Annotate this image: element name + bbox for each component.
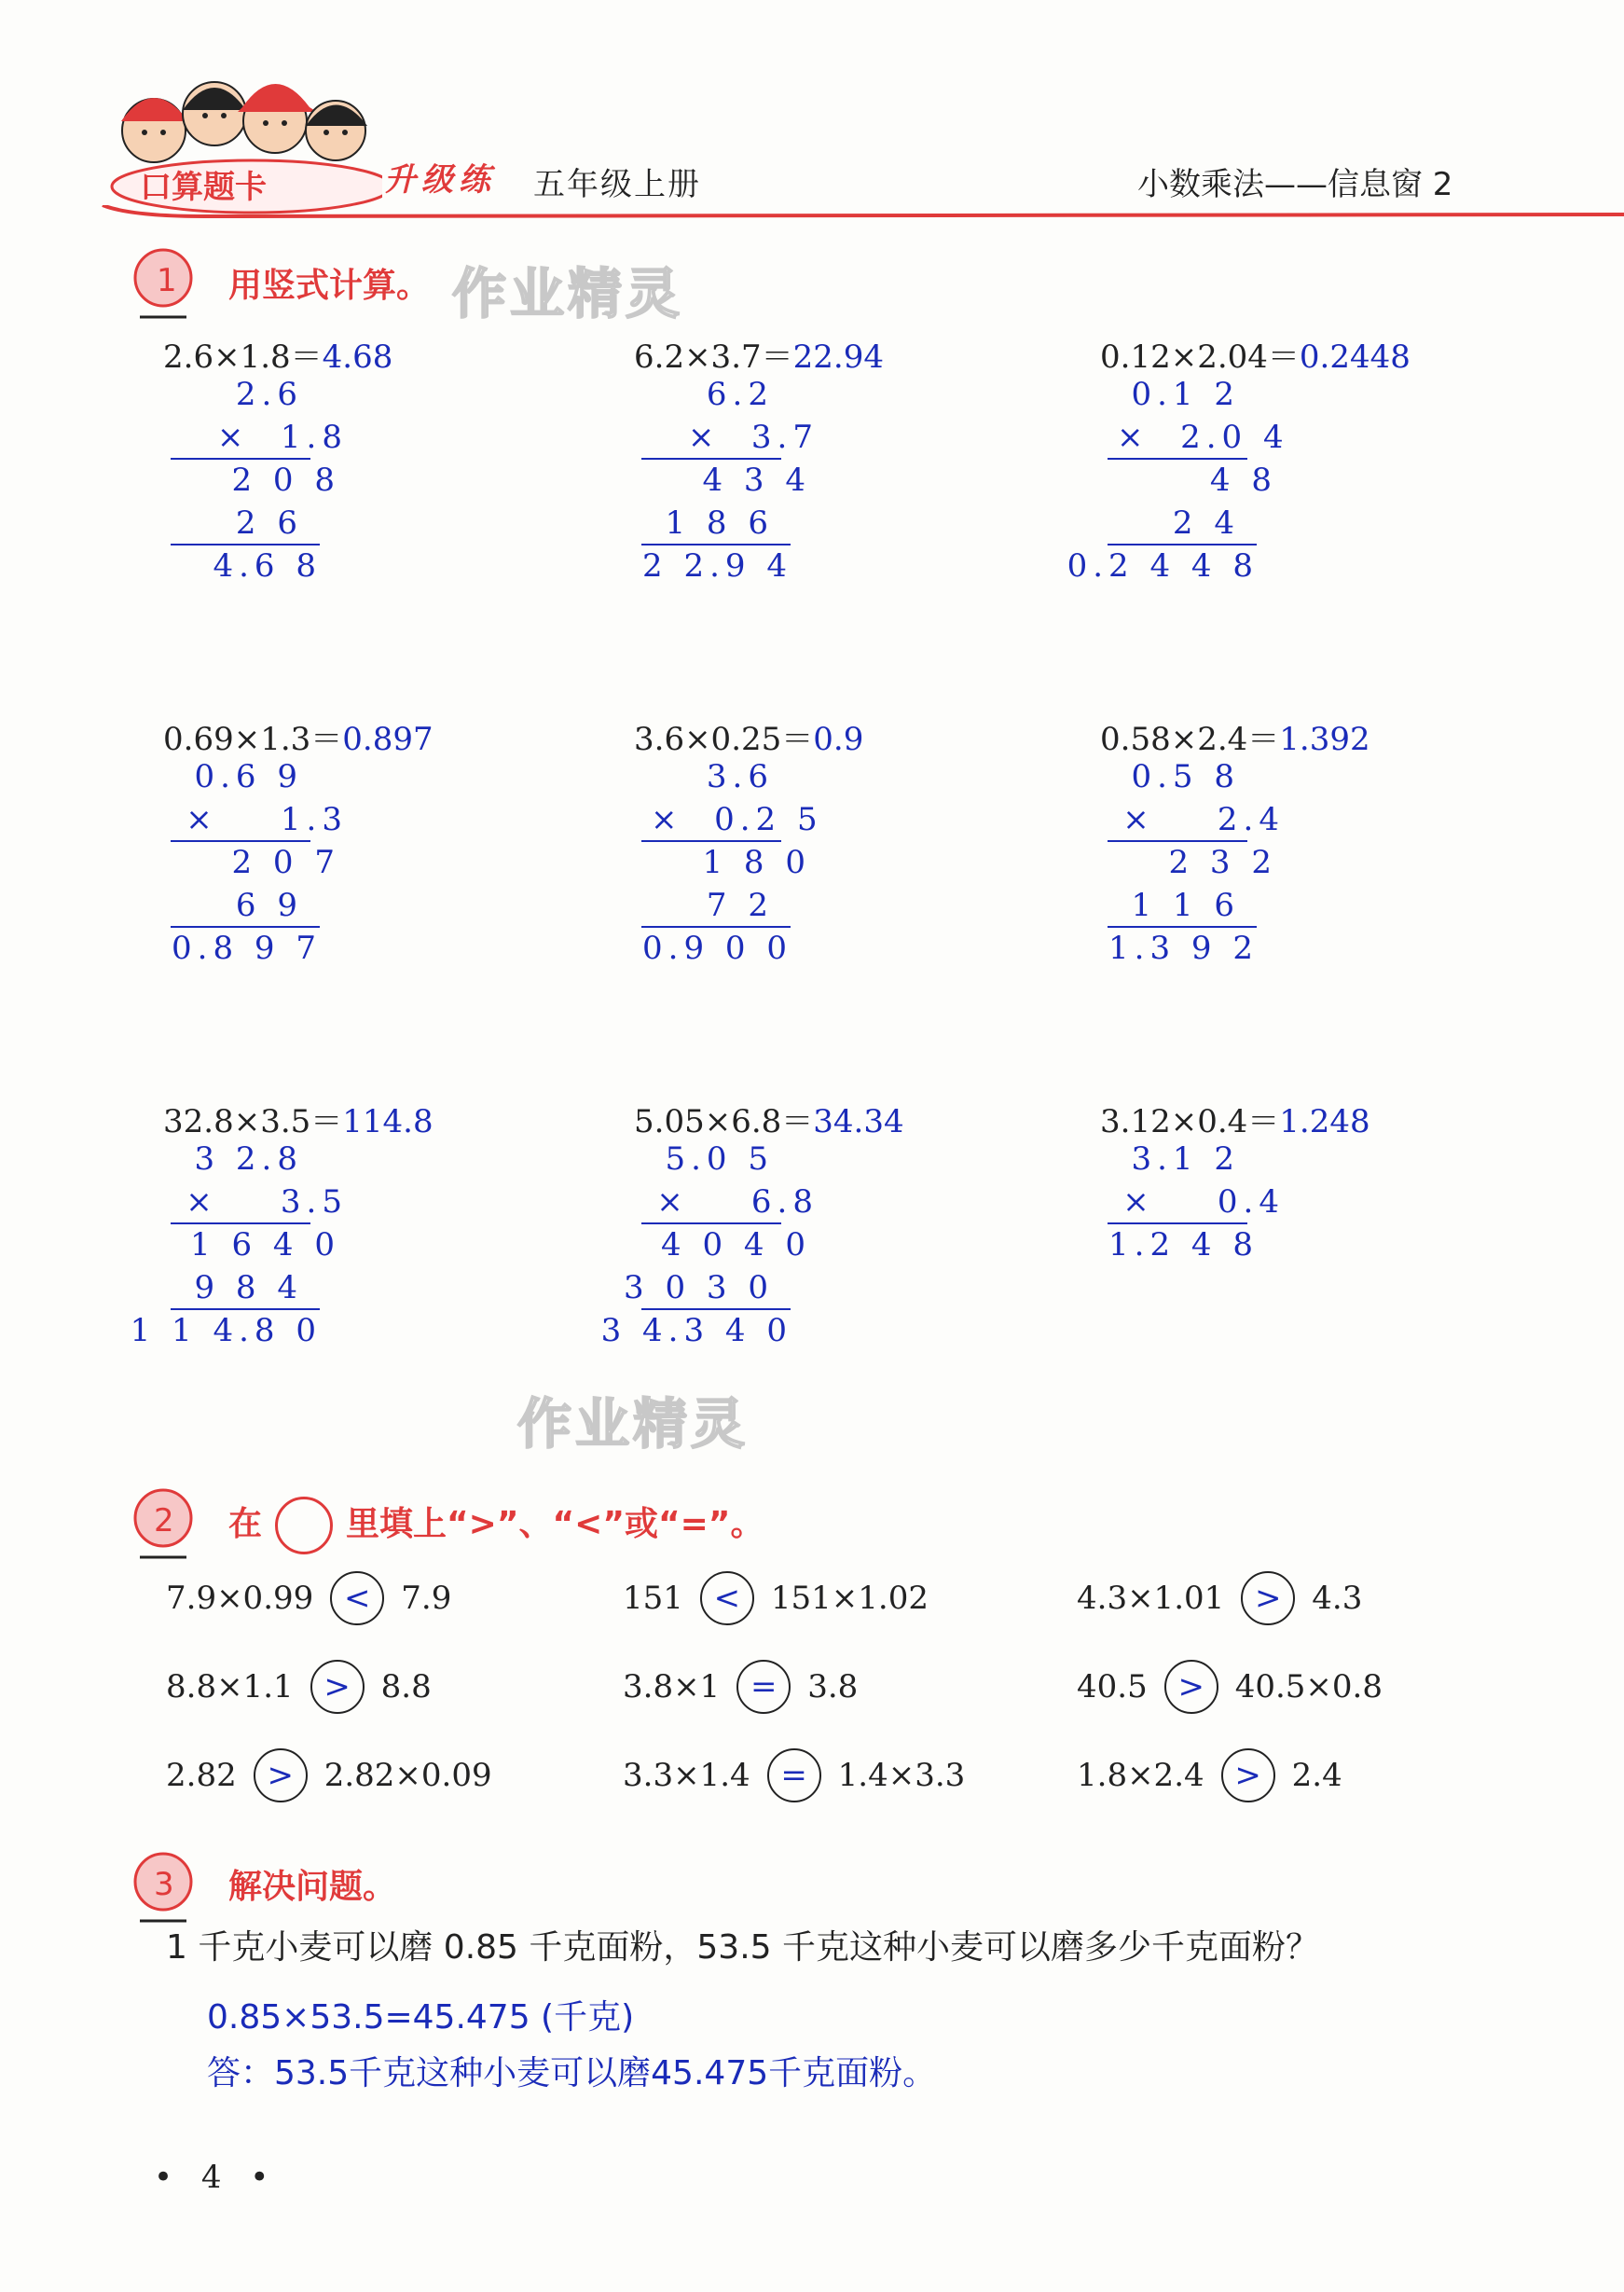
working-row: 2 2.9 4: [642, 547, 792, 585]
comparison-item: [1077, 1571, 1362, 1625]
working-row: 0.8 9 7: [172, 930, 322, 967]
working-row: 1.3 9 2: [1108, 930, 1259, 967]
calc-answer: 1.248: [1279, 1103, 1370, 1140]
comparison-item: [1077, 1748, 1342, 1802]
calc-expression: 2.6×1.8＝: [163, 338, 323, 376]
calc-problem: [1100, 713, 1492, 993]
calc-rule-line: [1108, 1222, 1247, 1224]
comparison-right: 3.8: [807, 1668, 859, 1705]
grade-label: 五年级上册: [533, 166, 701, 203]
calc-rule-line: [641, 1222, 781, 1224]
working-row: 2 3 2: [1168, 844, 1277, 881]
calc-rule-line: [171, 1308, 320, 1310]
working-row: 4.6 8: [213, 547, 322, 585]
section3-bird-icon: [126, 1846, 200, 1930]
calc-problem: [634, 331, 1025, 611]
calc-equation: [634, 331, 884, 377]
calc-rule-line: [641, 458, 781, 460]
comparison-item: [166, 1660, 432, 1714]
calc-rule-line: [1108, 458, 1247, 460]
working-row: 2 6: [235, 504, 303, 542]
section1-title: 用竖式计算。: [228, 267, 431, 305]
calc-rule-line: [1108, 544, 1257, 545]
calc-answer: 1.392: [1279, 721, 1370, 758]
comparison-item: [623, 1571, 929, 1625]
calc-answer: 34.34: [813, 1103, 904, 1140]
working-row: 1 6 4 0: [190, 1226, 340, 1263]
working-row: 3 2.8: [194, 1140, 303, 1178]
calc-rule-line: [641, 926, 791, 928]
calc-problem: [1067, 331, 1492, 611]
calc-problem: [163, 331, 555, 611]
calc-problem: [634, 713, 1025, 993]
calc-equation: [163, 331, 392, 377]
comparison-symbol[interactable]: >: [1241, 1571, 1295, 1625]
working-row: × 0.4: [1122, 1183, 1285, 1221]
calc-rule-line: [641, 544, 791, 545]
comparison-symbol[interactable]: <: [700, 1571, 754, 1625]
working-row: 3 0 3 0: [624, 1269, 774, 1306]
working-row: 2 4: [1172, 504, 1240, 542]
working-row: 3 4.3 4 0: [600, 1312, 792, 1349]
section2-title: [228, 1497, 764, 1554]
working-row: 3.6: [706, 758, 774, 795]
comparison-right: 8.8: [380, 1668, 432, 1705]
calc-equation: [1100, 713, 1370, 759]
comparison-symbol[interactable]: =: [767, 1748, 821, 1802]
word-problem-question: 1 千克小麦可以磨 0.85 千克面粉，53.5 千克这种小麦可以磨多少千克面粉？: [166, 1928, 1319, 1967]
calc-expression: 0.12×2.04＝: [1100, 338, 1300, 376]
calc-answer: 22.94: [792, 338, 884, 376]
comparison-symbol[interactable]: >: [1164, 1660, 1218, 1714]
calc-equation: [1100, 331, 1411, 377]
comparison-symbol[interactable]: =: [736, 1660, 791, 1714]
working-row: × 6.8: [656, 1183, 819, 1221]
calc-answer: 0.2448: [1299, 338, 1411, 376]
comparison-right: 40.5×0.8: [1234, 1668, 1383, 1705]
word-problem-answer: 答：53.5千克这种小麦可以磨45.475千克面粉。: [207, 2054, 937, 2092]
comparison-left: 1.8×2.4: [1077, 1757, 1204, 1794]
working-row: 1.2 4 8: [1108, 1226, 1259, 1263]
calc-expression: 0.58×2.4＝: [1100, 721, 1280, 758]
comparison-left: 2.82: [166, 1757, 237, 1794]
working-row: × 3.7: [687, 419, 819, 456]
section1-number: 1: [157, 262, 177, 299]
working-row: 7 2: [706, 887, 774, 924]
working-row: 0.5 8: [1131, 758, 1240, 795]
working-row: 0.9 0 0: [642, 930, 792, 967]
comparison-symbol[interactable]: >: [310, 1660, 365, 1714]
working-row: × 2.4: [1122, 801, 1285, 838]
section2-title-pre: 在: [228, 1505, 263, 1543]
working-row: 5.0 5: [665, 1140, 774, 1178]
comparison-right: 2.82×0.09: [323, 1757, 492, 1794]
comparison-left: 7.9×0.99: [166, 1580, 314, 1617]
working-row: 6.2: [706, 376, 774, 413]
kids-logo-illustration: [103, 56, 382, 214]
comparison-right: 2.4: [1291, 1757, 1342, 1794]
calc-expression: 3.12×0.4＝: [1100, 1103, 1280, 1140]
watermark: 作业精灵: [452, 262, 684, 325]
comparison-symbol[interactable]: <: [330, 1571, 384, 1625]
comparison-left: 40.5: [1077, 1668, 1148, 1705]
calc-expression: 0.69×1.3＝: [163, 721, 343, 758]
working-row: 2 0 8: [231, 462, 340, 499]
section3-number: 3: [154, 1866, 174, 1903]
calc-rule-line: [1108, 926, 1257, 928]
word-problem-solution: 0.85×53.5=45.475 (千克): [207, 1998, 635, 2037]
working-row: 1 8 0: [702, 844, 811, 881]
working-row: × 1.3: [186, 801, 348, 838]
calc-expression: 32.8×3.5＝: [163, 1103, 343, 1140]
brand-label: 升级练: [384, 161, 496, 199]
calc-equation: [163, 1096, 434, 1141]
working-row: 4 0 4 0: [661, 1226, 811, 1263]
calc-equation: [163, 713, 434, 759]
calc-rule-line: [641, 840, 781, 842]
calc-rule-line: [171, 926, 320, 928]
calc-problem: [163, 713, 555, 993]
calc-answer: 0.9: [813, 721, 864, 758]
working-row: 9 8 4: [194, 1269, 303, 1306]
calc-expression: 6.2×3.7＝: [634, 338, 793, 376]
working-row: × 2.0 4: [1117, 419, 1289, 456]
calc-equation: [634, 1096, 904, 1141]
header-divider: [0, 205, 1624, 224]
section2-number: 2: [154, 1502, 174, 1540]
comparison-item: [623, 1748, 965, 1802]
working-row: 1 1 6: [1131, 887, 1240, 924]
comparison-item: [623, 1660, 858, 1714]
calc-answer: 114.8: [342, 1103, 434, 1140]
working-row: 4 3 4: [702, 462, 811, 499]
working-row: 2.6: [235, 376, 303, 413]
comparison-right: 4.3: [1312, 1580, 1363, 1617]
page-number: • 4 •: [154, 2159, 279, 2196]
comparison-symbol[interactable]: >: [254, 1748, 308, 1802]
comparison-right: 151×1.02: [770, 1580, 929, 1617]
comparison-left: 3.8×1: [623, 1668, 721, 1705]
logo-text: 口算题卡: [140, 169, 267, 206]
comparison-item: [1077, 1660, 1383, 1714]
working-row: 3.1 2: [1131, 1140, 1240, 1178]
calc-problem: [1100, 1096, 1492, 1375]
calc-expression: 3.6×0.25＝: [634, 721, 814, 758]
watermark: 作业精灵: [517, 1392, 750, 1456]
working-row: × 0.2 5: [651, 801, 823, 838]
comparison-item: [166, 1748, 492, 1802]
working-row: 0.2 4 4 8: [1067, 547, 1259, 585]
calc-rule-line: [171, 544, 320, 545]
comparison-left: 151: [623, 1580, 683, 1617]
calc-equation: [1100, 1096, 1370, 1141]
topic-label: 小数乘法——信息窗 2: [1137, 166, 1453, 203]
working-row: 2 0 7: [231, 844, 340, 881]
calc-answer: 0.897: [342, 721, 434, 758]
calc-problem: [130, 1096, 555, 1375]
calc-rule-line: [171, 840, 310, 842]
section3-title: 解决问题。: [228, 1868, 397, 1906]
section2-bird-icon: [126, 1483, 200, 1567]
calc-equation: [634, 713, 863, 759]
comparison-left: 3.3×1.4: [623, 1757, 750, 1794]
comparison-right: 7.9: [401, 1580, 452, 1617]
calc-rule-line: [641, 1308, 791, 1310]
working-row: 0.1 2: [1131, 376, 1240, 413]
working-row: 1 8 6: [665, 504, 774, 542]
calc-expression: 5.05×6.8＝: [634, 1103, 814, 1140]
working-row: 0.6 9: [194, 758, 303, 795]
comparison-item: [166, 1571, 451, 1625]
section1-bird-icon: [126, 242, 200, 326]
working-row: × 3.5: [186, 1183, 348, 1221]
calc-problem: [600, 1096, 1025, 1375]
section2-title-post: 里填上“>”、“<”或“=”。: [346, 1505, 764, 1543]
calc-rule-line: [171, 458, 310, 460]
calc-rule-line: [171, 1222, 310, 1224]
comparison-left: 8.8×1.1: [166, 1668, 294, 1705]
comparison-symbol[interactable]: >: [1221, 1748, 1275, 1802]
working-row: 6 9: [235, 887, 303, 924]
working-row: 1 1 4.8 0: [130, 1312, 322, 1349]
working-row: × 1.8: [216, 419, 348, 456]
comparison-right: 1.4×3.3: [837, 1757, 966, 1794]
circle-blank-icon: [275, 1497, 333, 1554]
calc-answer: 4.68: [322, 338, 393, 376]
calc-rule-line: [1108, 840, 1247, 842]
comparison-left: 4.3×1.01: [1077, 1580, 1225, 1617]
working-row: 4 8: [1209, 462, 1277, 499]
